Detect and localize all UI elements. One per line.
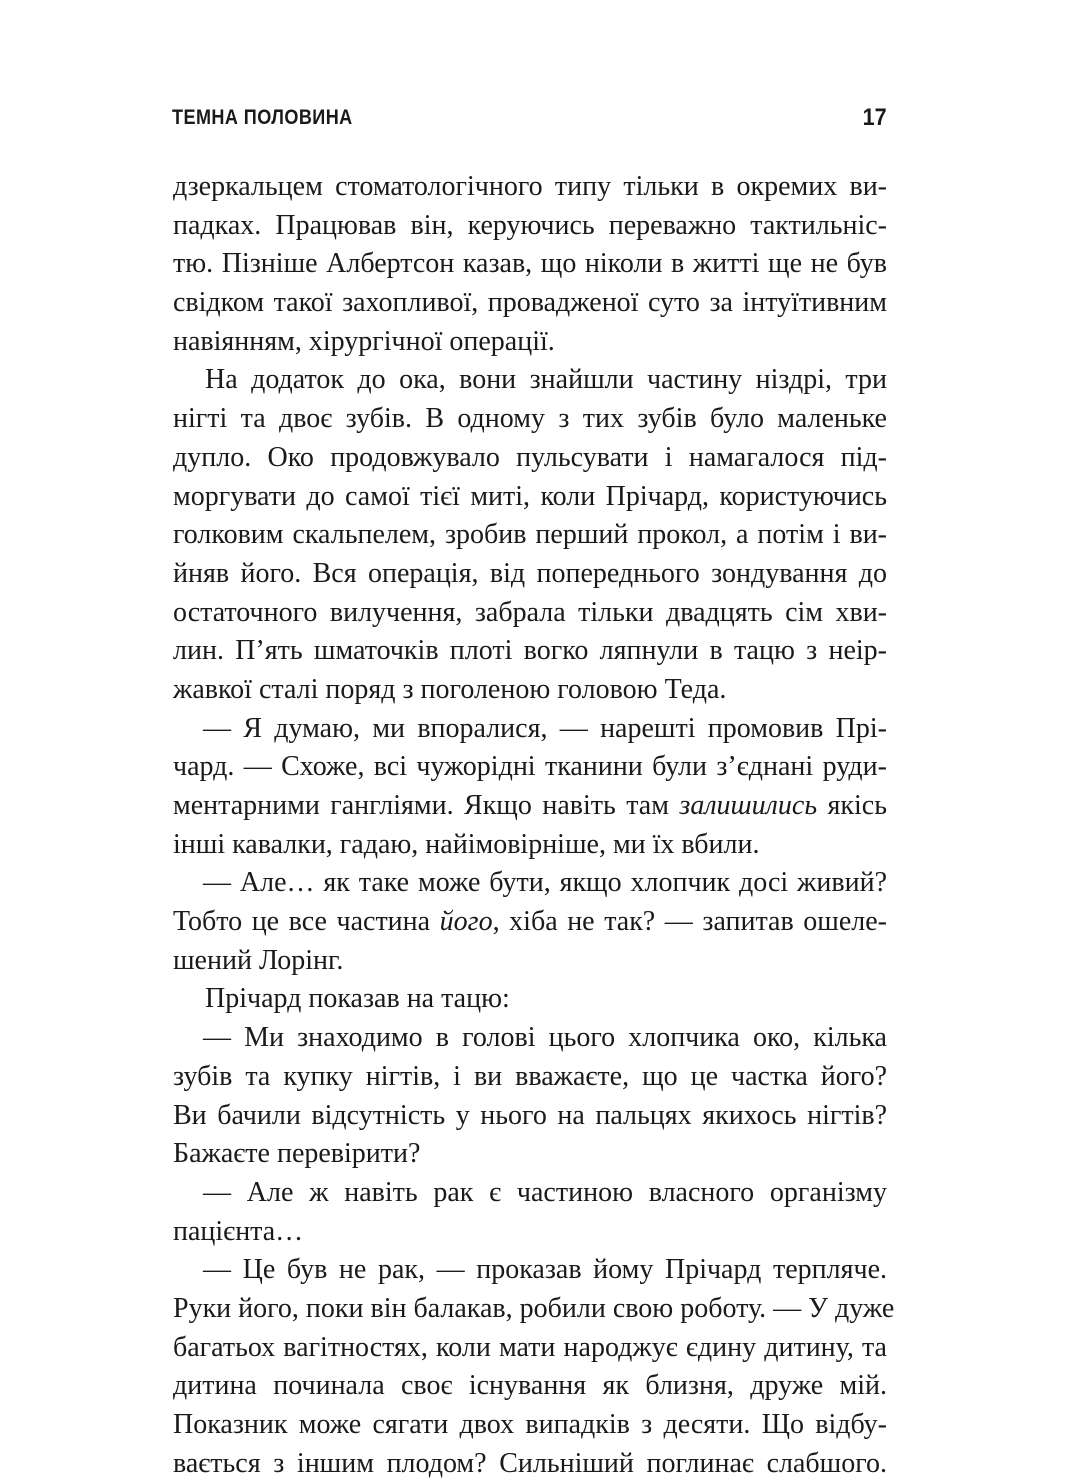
text-line: Прічард показав на тацю: bbox=[205, 983, 510, 1015]
running-head-title: ТЕМНА ПОЛОВИНА bbox=[172, 106, 353, 129]
text-line: шений Лорінг. bbox=[173, 944, 344, 976]
text-line: йняв його. Вся операція, від попереднього зондування до bbox=[173, 557, 887, 589]
text-line: дзеркальцем стоматологічного типу тільки в окремих ви- bbox=[173, 171, 887, 202]
text-line: Показник може сягати двох випадків з десяти. Що відбу- bbox=[173, 1409, 887, 1440]
text-line-with-italic bbox=[173, 787, 887, 826]
text-line: На додаток до ока, вони знайшли частину ніздрі, три bbox=[205, 364, 887, 396]
text-fragment: , хіба не так? — запитав ошеле- bbox=[492, 906, 887, 938]
text-line: — Я думаю, ми впоралися, — нарешті промовив Прі- bbox=[203, 712, 887, 744]
text-fragment: Тобто це все частина bbox=[173, 906, 440, 938]
text-fragment: якісь bbox=[817, 790, 887, 821]
text-line: багатьох вагітностях, коли мати народжує єдину дитину, та bbox=[173, 1331, 887, 1363]
text-line: дупло. Око продовжувало пульсувати і намагалося під- bbox=[173, 441, 887, 473]
text-line: зубів та купку нігтів, і ви вважаєте, що це частка його? bbox=[173, 1060, 887, 1092]
text-line: інші кавалки, гадаю, найімовірніше, ми їх вбили. bbox=[173, 828, 760, 860]
text-line: нігті та двоє зубів. В одному з тих зубів було маленьке bbox=[173, 403, 887, 435]
text-line: лин. П’ять шматочків плоті вогко ляпнули в тацю з неір- bbox=[173, 635, 887, 667]
text-line: — Це був не рак, — проказав йому Прічард терпляче. bbox=[203, 1254, 887, 1286]
text-line: свідком такої захопливої, провадженої суто за інтуїтивним bbox=[173, 287, 887, 319]
text-fragment: ментарними гангліями. Якщо навіть там bbox=[173, 790, 680, 821]
text-line: Бажаєте перевірити? bbox=[173, 1138, 421, 1170]
text-line: тю. Пізніше Албертсон казав, що ніколи в житті ще не був bbox=[173, 248, 887, 280]
text-line: Ви бачили відсутність у нього на пальцях якихось нігтів? bbox=[173, 1099, 887, 1131]
text-line: — Ми знаходимо в голові цього хлопчика око, кілька bbox=[203, 1022, 887, 1054]
text-line: дитина починала своє існування як близня, друже мій. bbox=[173, 1370, 887, 1402]
text-line: — Але… як таке може бути, якщо хлопчик досі живий? bbox=[203, 867, 887, 899]
text-line: чард. — Схоже, всі чужорідні тканини були з’єднані руди- bbox=[173, 751, 887, 783]
text-line: вається з іншим плодом? Сильніший поглинає слабшого. bbox=[173, 1447, 887, 1479]
text-line: голковим скальпелем, зробив перший прокол, а потім і ви- bbox=[173, 519, 887, 551]
text-body bbox=[173, 168, 895, 1483]
text-line: жавкої сталі поряд з поголеною головою Теда. bbox=[173, 673, 727, 705]
text-line: пацієнта… bbox=[173, 1215, 304, 1247]
page-number: 17 bbox=[862, 104, 887, 131]
text-line: — Але ж навіть рак є частиною власного організму bbox=[203, 1176, 887, 1208]
text-line: навіянням, хірургічної операції. bbox=[173, 325, 555, 357]
italic-fragment: залишились bbox=[679, 790, 818, 821]
text-line: остаточного вилучення, забрала тільки двадцять сім хви- bbox=[173, 596, 887, 628]
text-line-with-italic bbox=[173, 903, 887, 942]
text-line: моргувати до самої тієї миті, коли Прічард, користуючись bbox=[173, 480, 887, 512]
text-line: падках. Працював він, керуючись переважно тактильніс- bbox=[173, 209, 887, 241]
text-line: Руки його, поки він балакав, робили свою роботу. — У дуже bbox=[173, 1292, 895, 1324]
italic-fragment: його bbox=[439, 906, 493, 938]
